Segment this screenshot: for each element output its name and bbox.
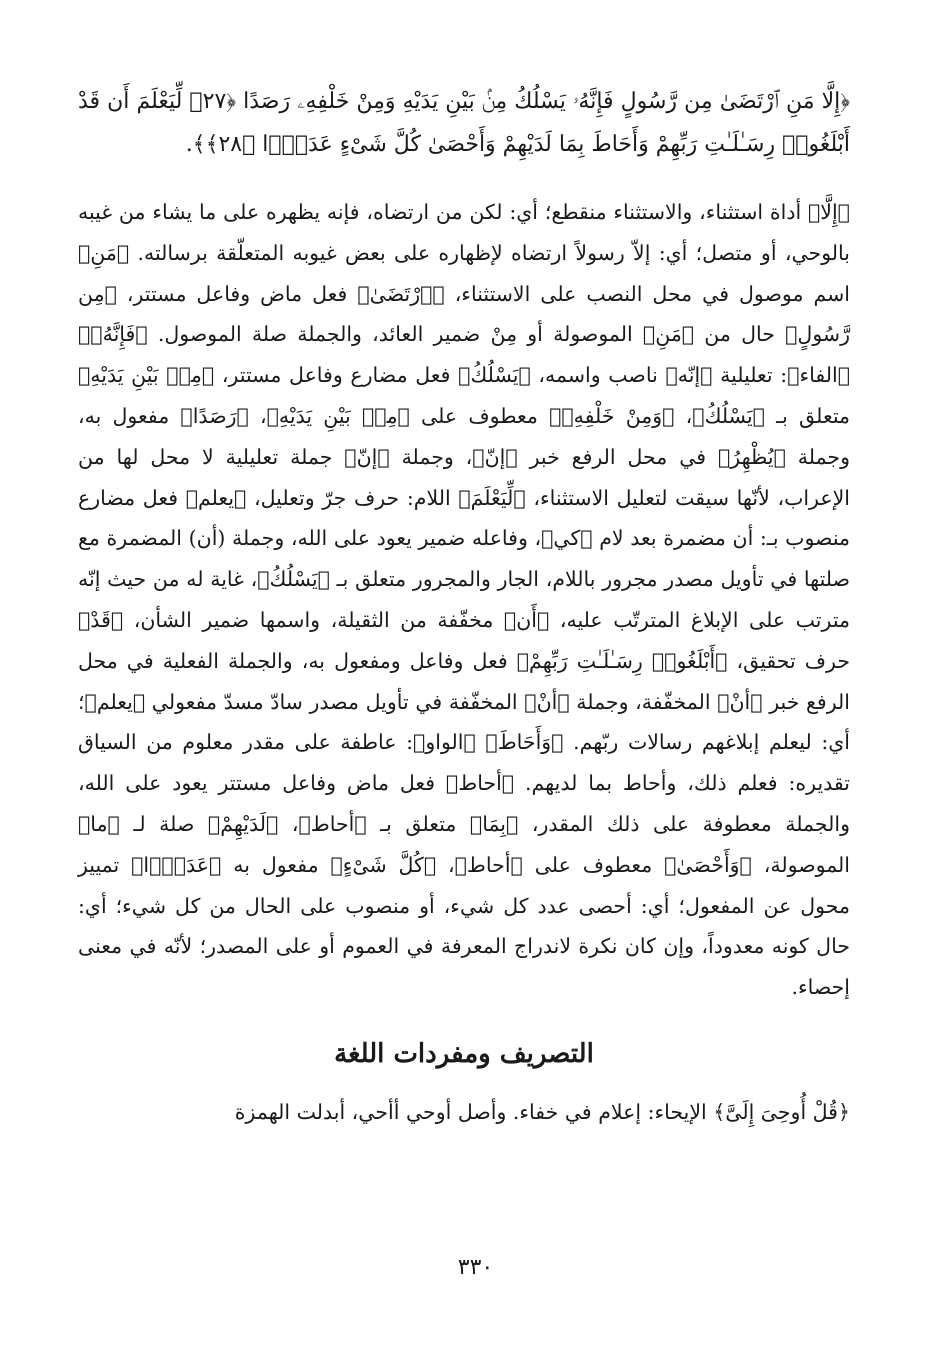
section-heading: التصريف ومفردات اللغة: [334, 1038, 594, 1069]
quran-verse: ﴿إِلَّا مَنِ ٱرْتَضَىٰ مِن رَّسُولٍ فَإِنَّهُۥ يَسْلُكُ مِنۢ بَيْنِ يَدَيْهِ وَمِنْ خَلْفِهِۦ رَصَدًا ﴿٢٧﴾ لِّيَعْلَمَ أَن قَدْ أَبْلَغُوا۟ رِسَـٰلَـٰتِ رَبِّهِمْ وَأَحَاطَ بِمَا لَدَيْهِمْ وَأَحْصَىٰ كُلَّ شَىْءٍ عَدَدًۢا ﴿٢٨﴾﴾.: [78, 89, 850, 157]
sarf-paragraph: ﴿قُلْ أُوحِىَ إِلَىَّ﴾ الإيحاء: إعلام في خفاء. وأصل أوحي أأحي، أبدلت الهمزة: [234, 1099, 850, 1124]
irab-paragraph: ﴿إِلَّا﴾ أداة استثناء، والاستثناء منقطع؛ أي: لكن من ارتضاه، فإنه يظهره على ما يشاء من غيبه بالوحي، أو متصل؛ أي: إلاّ رسولاً ارتضاه لإظهاره على بعض غيوبه المتعلّقة برسالته. ﴿مَنِ﴾ اسم موصول في محل النصب على الاستثناء، ﴿ٱرْتَضَىٰ﴾ فعل ماض وفاعل مستتر، ﴿مِن رَّسُولٍ﴾ حال من ﴿مَنِ﴾ الموصولة أو مِنْ ضمير العائد، والجملة صلة الموصول. ﴿فَإِنَّهُۥ﴾ ﴿الفاء﴾: تعليلية ﴿إنّه﴾ ناصب واسمه، ﴿يَسْلُكُ﴾ فعل مضارع وفاعل مستتر، ﴿مِنۢ بَيْنِ يَدَيْهِ﴾ متعلق بـ ﴿يَسْلُكُ﴾، ﴿وَمِنْ خَلْفِهِۦ﴾ معطوف على ﴿مِنۢ بَيْنِ يَدَيْهِ﴾، ﴿رَصَدًا﴾ مفعول به، وجملة ﴿يُظْهِرُ﴾ في محل الرفع خبر ﴿إنّ﴾، وجملة ﴿إنّ﴾ جملة تعليلية لا محل لها من الإعراب، لأنّها سيقت لتعليل الاستثناء، ﴿لِّيَعْلَمَ﴾ اللام: حرف جرّ وتعليل، ﴿يعلم﴾ فعل مضارع منصوب بـ: أن مضمرة بعد لام ﴿كي﴾، وفاعله ضمير يعود على الله، وجملة (أن) المضمرة مع صلتها في تأويل مصدر مجرور باللام، الجار والمجرور متعلق بـ ﴿يَسْلُكُ﴾، غاية له من حيث إنّه مترتب على الإبلاغ المترتّب عليه، ﴿أَن﴾ مخفّفة من الثقيلة، واسمها ضمير الشأن، ﴿قَدْ﴾ حرف تحقيق، ﴿أَبْلَغُوا۟ رِسَـٰلَـٰتِ رَبِّهِمْ﴾ فعل وفاعل ومفعول به، والجملة الفعلية في محل الرفع خبر ﴿أنْ﴾ المخفّفة، وجملة ﴿أنْ﴾ المخفّفة في تأويل مصدر سادّ مسدّ مفعولي ﴿يعلم﴾؛ أي: ليعلم إبلاغهم رسالات ربّهم. ﴿وَأَحَاطَ﴾ ﴿الواو﴾: عاطفة على مقدر معلوم من السياق تقديره: فعلم ذلك، وأحاط بما لديهم. ﴿أحاط﴾ فعل ماض وفاعل مستتر يعود على الله، والجملة معطوفة على ذلك المقدر، ﴿بِمَا﴾ متعلق بـ ﴿أحاط﴾، ﴿لَدَيْهِمْ﴾ صلة لـ ﴿ما﴾ الموصولة، ﴿وَأَحْصَىٰ﴾ معطوف على ﴿أحاط﴾، ﴿كُلَّ شَىْءٍ﴾ مفعول به ﴿عَدَدًۢا﴾ تمييز محول عن المفعول؛ أي: أحصى عدد كل شيء، أو منصوب على الحال من كل شيء؛ أي: حال كونه معدوداً، وإن كان نكرة لاندراج المعرفة في العموم أو على المصدر؛ لأنّه في معنى إحصاء.: [78, 200, 850, 1000]
page-number: ٣٣٠: [457, 1255, 494, 1280]
page-content: [78, 80, 850, 1133]
